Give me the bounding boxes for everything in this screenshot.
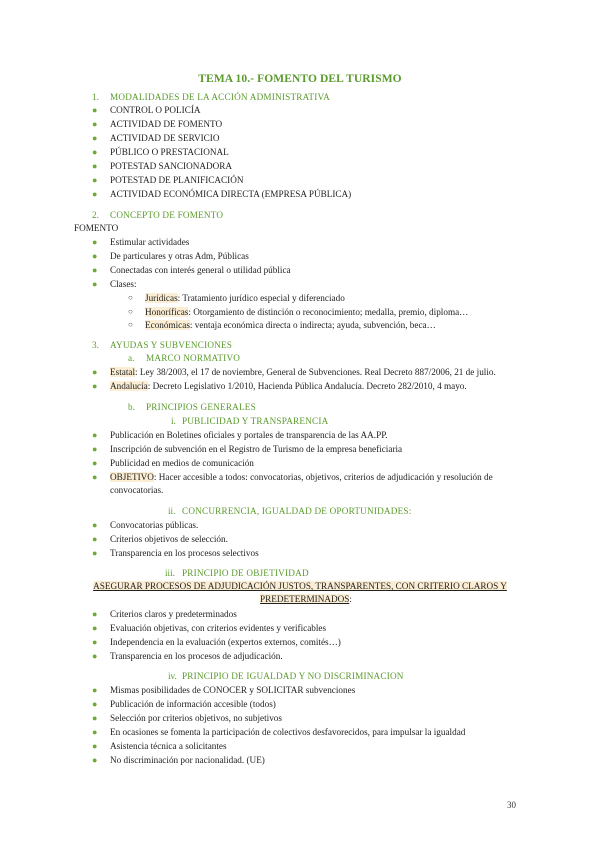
bullet-icon: ●: [92, 548, 98, 558]
list-item: Publicación en Boletines oficiales y portales de transparencia de las AA.PP.: [110, 430, 388, 440]
section-3-heading: AYUDAS Y SUBVENCIONES: [110, 340, 233, 350]
list-item: ACTIVIDAD DE FOMENTO: [110, 119, 223, 129]
bullet-icon: ●: [92, 161, 98, 171]
list-item: POTESTAD SANCIONADORA: [110, 161, 233, 171]
list-item: De particulares y otras Adm, Públicas: [110, 251, 249, 261]
highlighted-term: OBJETIVO: [110, 472, 154, 482]
list-item: Mismas posibilidades de CONOCER y SOLICITAR subvenciones: [110, 685, 356, 695]
circle-bullet-icon: ○: [128, 320, 133, 329]
objetivo-continuation: convocatorias.: [110, 485, 164, 495]
clase-text: : Otorgamiento de distinción o reconocimiento; medalla, premio, diploma…: [188, 307, 469, 317]
objectivity-note-tail: :: [349, 594, 352, 604]
bullet-icon: ●: [92, 251, 98, 261]
bullet-icon: ●: [92, 741, 98, 751]
bullet-icon: ●: [92, 133, 98, 143]
highlighted-term: Estatal: [110, 367, 136, 377]
list-item: Conectadas con interés general o utilidad pública: [110, 265, 291, 275]
objectivity-note-line-2: [0, 594, 600, 604]
list-item: Publicidad en medios de comunicación: [110, 458, 254, 468]
section-1-number: 1.: [92, 92, 99, 102]
list-item: Clases:: [110, 279, 137, 289]
bullet-icon: ●: [92, 444, 98, 454]
marco-text: : Decreto Legislativo 1/2010, Hacienda Pública Andalucía. Decreto 282/2010, 4 mayo.: [147, 381, 467, 391]
bullet-icon: ●: [92, 367, 98, 377]
principle-i-heading: PUBLICIDAD Y TRANSPARENCIA: [182, 416, 329, 426]
bullet-icon: ●: [92, 175, 98, 185]
bullet-icon: ●: [92, 713, 98, 723]
principle-iii-number: iii.: [165, 568, 175, 578]
circle-bullet-icon: ○: [128, 307, 133, 316]
bullet-icon: ●: [92, 609, 98, 619]
list-item: No discriminación por nacionalidad. (UE): [110, 755, 265, 765]
bullet-icon: ●: [92, 458, 98, 468]
principle-i-number: i.: [171, 416, 176, 426]
bullet-icon: ●: [92, 237, 98, 247]
subsection-b-heading: PRINCIPIOS GENERALES: [146, 402, 256, 412]
section-2-heading: CONCEPTO DE FOMENTO: [110, 210, 224, 220]
bullet-icon: ●: [92, 430, 98, 440]
subsection-b-number: b.: [128, 402, 135, 412]
objectivity-note-text: PREDETERMINADOS: [260, 594, 350, 604]
list-item: Asistencia técnica a solicitantes: [110, 741, 227, 751]
list-item: Publicación de información accesible (todos): [110, 699, 276, 709]
list-item: ACTIVIDAD ECONÓMICA DIRECTA (EMPRESA PÚBLICA): [110, 189, 352, 199]
bullet-icon: ●: [92, 381, 98, 391]
marco-item: [110, 381, 467, 391]
list-item: ACTIVIDAD DE SERVICIO: [110, 133, 220, 143]
list-item: Criterios objetivos de selección.: [110, 534, 228, 544]
bullet-icon: ●: [92, 727, 98, 737]
clase-item: [145, 320, 436, 330]
list-item: En ocasiones se fomenta la participación de colectivos desfavorecidos, para impulsar la igualdad: [110, 727, 466, 737]
bullet-icon: ●: [92, 119, 98, 129]
list-item: Evaluación objetivas, con criterios evidentes y verificables: [110, 623, 327, 633]
list-item: Transparencia en los procesos de adjudicación.: [110, 651, 283, 661]
bullet-icon: ●: [92, 189, 98, 199]
list-item: Transparencia en los procesos selectivos: [110, 548, 259, 558]
bullet-icon: ●: [92, 279, 98, 289]
subsection-a-number: a.: [128, 353, 135, 363]
section-2-number: 2.: [92, 210, 99, 220]
principle-iv-heading: PRINCIPIO DE IGUALDAD Y NO DISCRIMINACION: [182, 671, 404, 681]
marco-item: [110, 367, 496, 377]
highlighted-term: Jurídicas: [145, 293, 178, 303]
principle-ii-heading: CONCURRENCIA, IGUALDAD DE OPORTUNIDADES:: [182, 506, 412, 516]
list-item: Criterios claros y predeterminados: [110, 609, 237, 619]
bullet-icon: ●: [92, 699, 98, 709]
bullet-icon: ●: [92, 755, 98, 765]
clase-item: [145, 307, 468, 317]
page-number: 30: [507, 800, 516, 810]
objectivity-note-text: ASEGURAR PROCESOS DE ADJUDICACIÓN JUSTOS, TRANSPARENTES, CON CRITERIO CLAROS Y: [93, 581, 507, 591]
circle-bullet-icon: ○: [128, 293, 133, 302]
bullet-icon: ●: [92, 534, 98, 544]
list-item: Estimular actividades: [110, 237, 190, 247]
marco-text: : Ley 38/2003, el 17 de noviembre, General de Subvenciones. Real Decreto 887/2006, 21 de julio.: [135, 367, 496, 377]
list-item: POTESTAD DE PLANIFICACIÓN: [110, 175, 244, 185]
bullet-icon: ●: [92, 105, 98, 115]
subsection-a-heading: MARCO NORMATIVO: [146, 353, 241, 363]
list-item: Convocatorias públicas.: [110, 520, 199, 530]
bullet-icon: ●: [92, 520, 98, 530]
highlighted-term: Andalucía: [110, 381, 148, 391]
list-item: Selección por criterios objetivos, no subjetivos: [110, 713, 282, 723]
principle-ii-number: ii.: [168, 506, 176, 516]
highlighted-term: Honoríficas: [145, 307, 189, 317]
clase-item: [145, 293, 345, 303]
clase-text: : ventaja económica directa o indirecta; ayuda, subvención, beca…: [189, 320, 436, 330]
bullet-icon: ●: [92, 472, 98, 482]
list-item: Inscripción de subvención en el Registro de Turismo de la empresa beneficiaria: [110, 444, 403, 454]
section-3-number: 3.: [92, 340, 99, 350]
objetivo-item: [110, 472, 493, 482]
section-1-heading: MODALIDADES DE LA ACCIÓN ADMINISTRATIVA: [110, 92, 330, 102]
bullet-icon: ●: [92, 623, 98, 633]
bullet-icon: ●: [92, 637, 98, 647]
principle-iv-number: iv.: [168, 671, 177, 681]
page-title: TEMA 10.- FOMENTO DEL TURISMO: [198, 73, 402, 85]
bullet-icon: ●: [92, 685, 98, 695]
objetivo-text: : Hacer accesible a todos: convocatorias, objetivos, criterios de adjudicación y resolución de: [153, 472, 493, 482]
clase-text: : Tratamiento jurídico especial y diferenciado: [177, 293, 345, 303]
principle-iii-heading: PRINCIPIO DE OBJETIVIDAD: [182, 568, 309, 578]
bullet-icon: ●: [92, 147, 98, 157]
list-item: Independencia en la evaluación (expertos externos, comités…): [110, 637, 341, 647]
list-item: CONTROL O POLICÍA: [110, 105, 201, 115]
bullet-icon: ●: [92, 265, 98, 275]
objectivity-note-line-1: [0, 581, 600, 591]
bullet-icon: ●: [92, 651, 98, 661]
fomento-label: FOMENTO: [74, 223, 119, 233]
highlighted-term: Económicas: [145, 320, 190, 330]
list-item: PÚBLICO O PRESTACIONAL: [110, 147, 229, 157]
